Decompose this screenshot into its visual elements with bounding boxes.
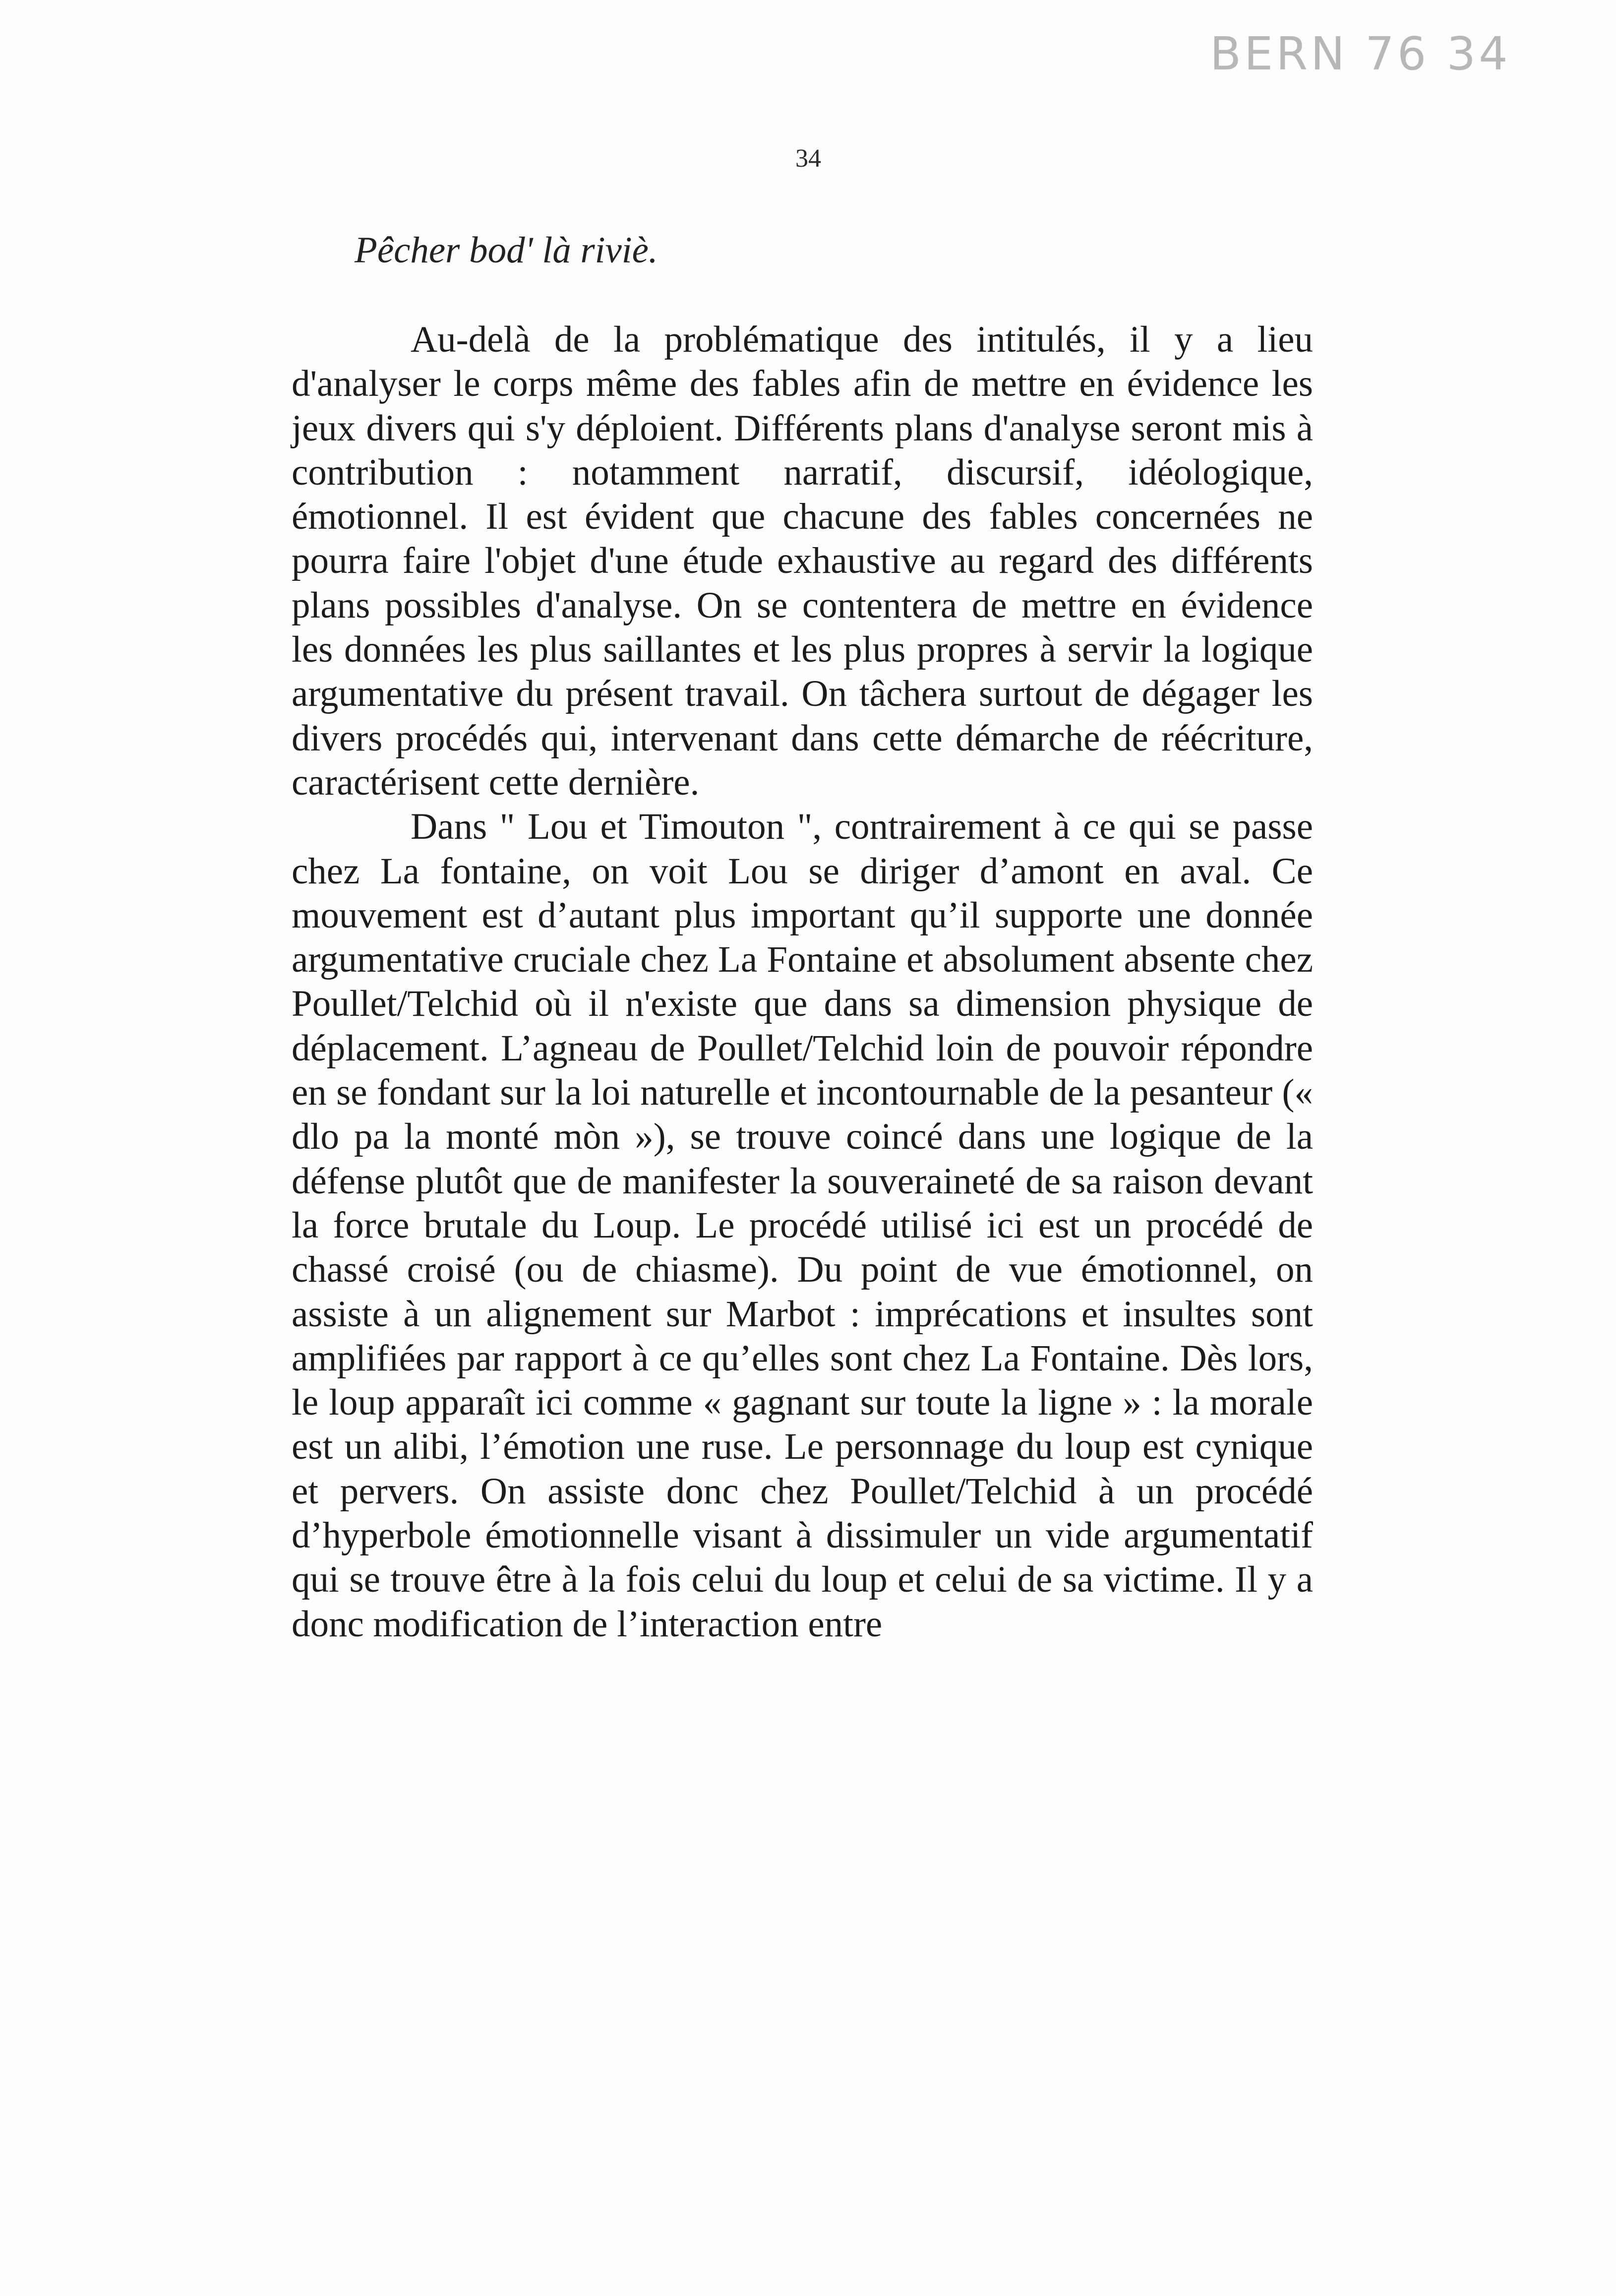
section-subtitle: Pêcher bod' là riviè. [355, 230, 658, 271]
page-number: 34 [795, 144, 821, 173]
paragraph: Dans " Lou et Timouton ", contrairement à ce qui se passe chez La fontaine, on voit Lou se diriger d’amont en aval. Ce mouvement est d’autant plus important qu’il supporte une donnée argumentative cruciale chez La Fontaine et absolument absente chez Poullet/Telchid où il n'existe que dans sa dimension physique de déplacement. L’agneau de Poullet/Telchid loin de pouvoir répondre en se fondant sur la loi naturelle et incontournable de la pesanteur (« dlo pa la monté mòn »), se trouve coincé dans une logique de la défense plutôt que de manifester la souveraineté de sa raison devant la force brutale du Loup. Le procédé utilisé ici est un procédé de chassé croisé (ou de chiasme). Du point de vue émotionnel, on assiste à un alignement sur Marbot : imprécations et insultes sont amplifiées par rapport à ce qu’elles sont chez La Fontaine. Dès lors, le loup apparaît ici comme « gagnant sur toute la ligne » : la morale est un alibi, l’émotion une ruse. Le personnage du loup est cynique et pervers. On assiste donc chez Poullet/Telchid à un procédé d’hyperbole émotionnelle visant à dissimuler un vide argumentatif qui se trouve être à la fois celui du loup et celui de sa victime. Il y a donc modification de l’interaction entre [292, 806, 1313, 1645]
paragraph: Au-delà de la problématique des intitulés, il y a lieu d'analyser le corps même des fables afin de mettre en évidence les jeux divers qui s'y déploient. Différents plans d'analyse seront mis à contribution : notamment narratif, discursif, idéologique, émotionnel. Il est évident que chacune des fables concernées ne pourra faire l'objet d'une étude exhaustive au regard des différents plans possibles d'analyse. On se contentera de mettre en évidence les données les plus saillantes et les plus propres à servir la logique argumentative du présent travail. On tâchera surtout de dégager les divers procédés qui, intervenant dans cette démarche de réécriture, caractérisent cette dernière. [292, 319, 1313, 803]
body-text [292, 317, 1313, 1646]
archive-handwritten-mark: BERN 76 34 [1210, 27, 1511, 80]
